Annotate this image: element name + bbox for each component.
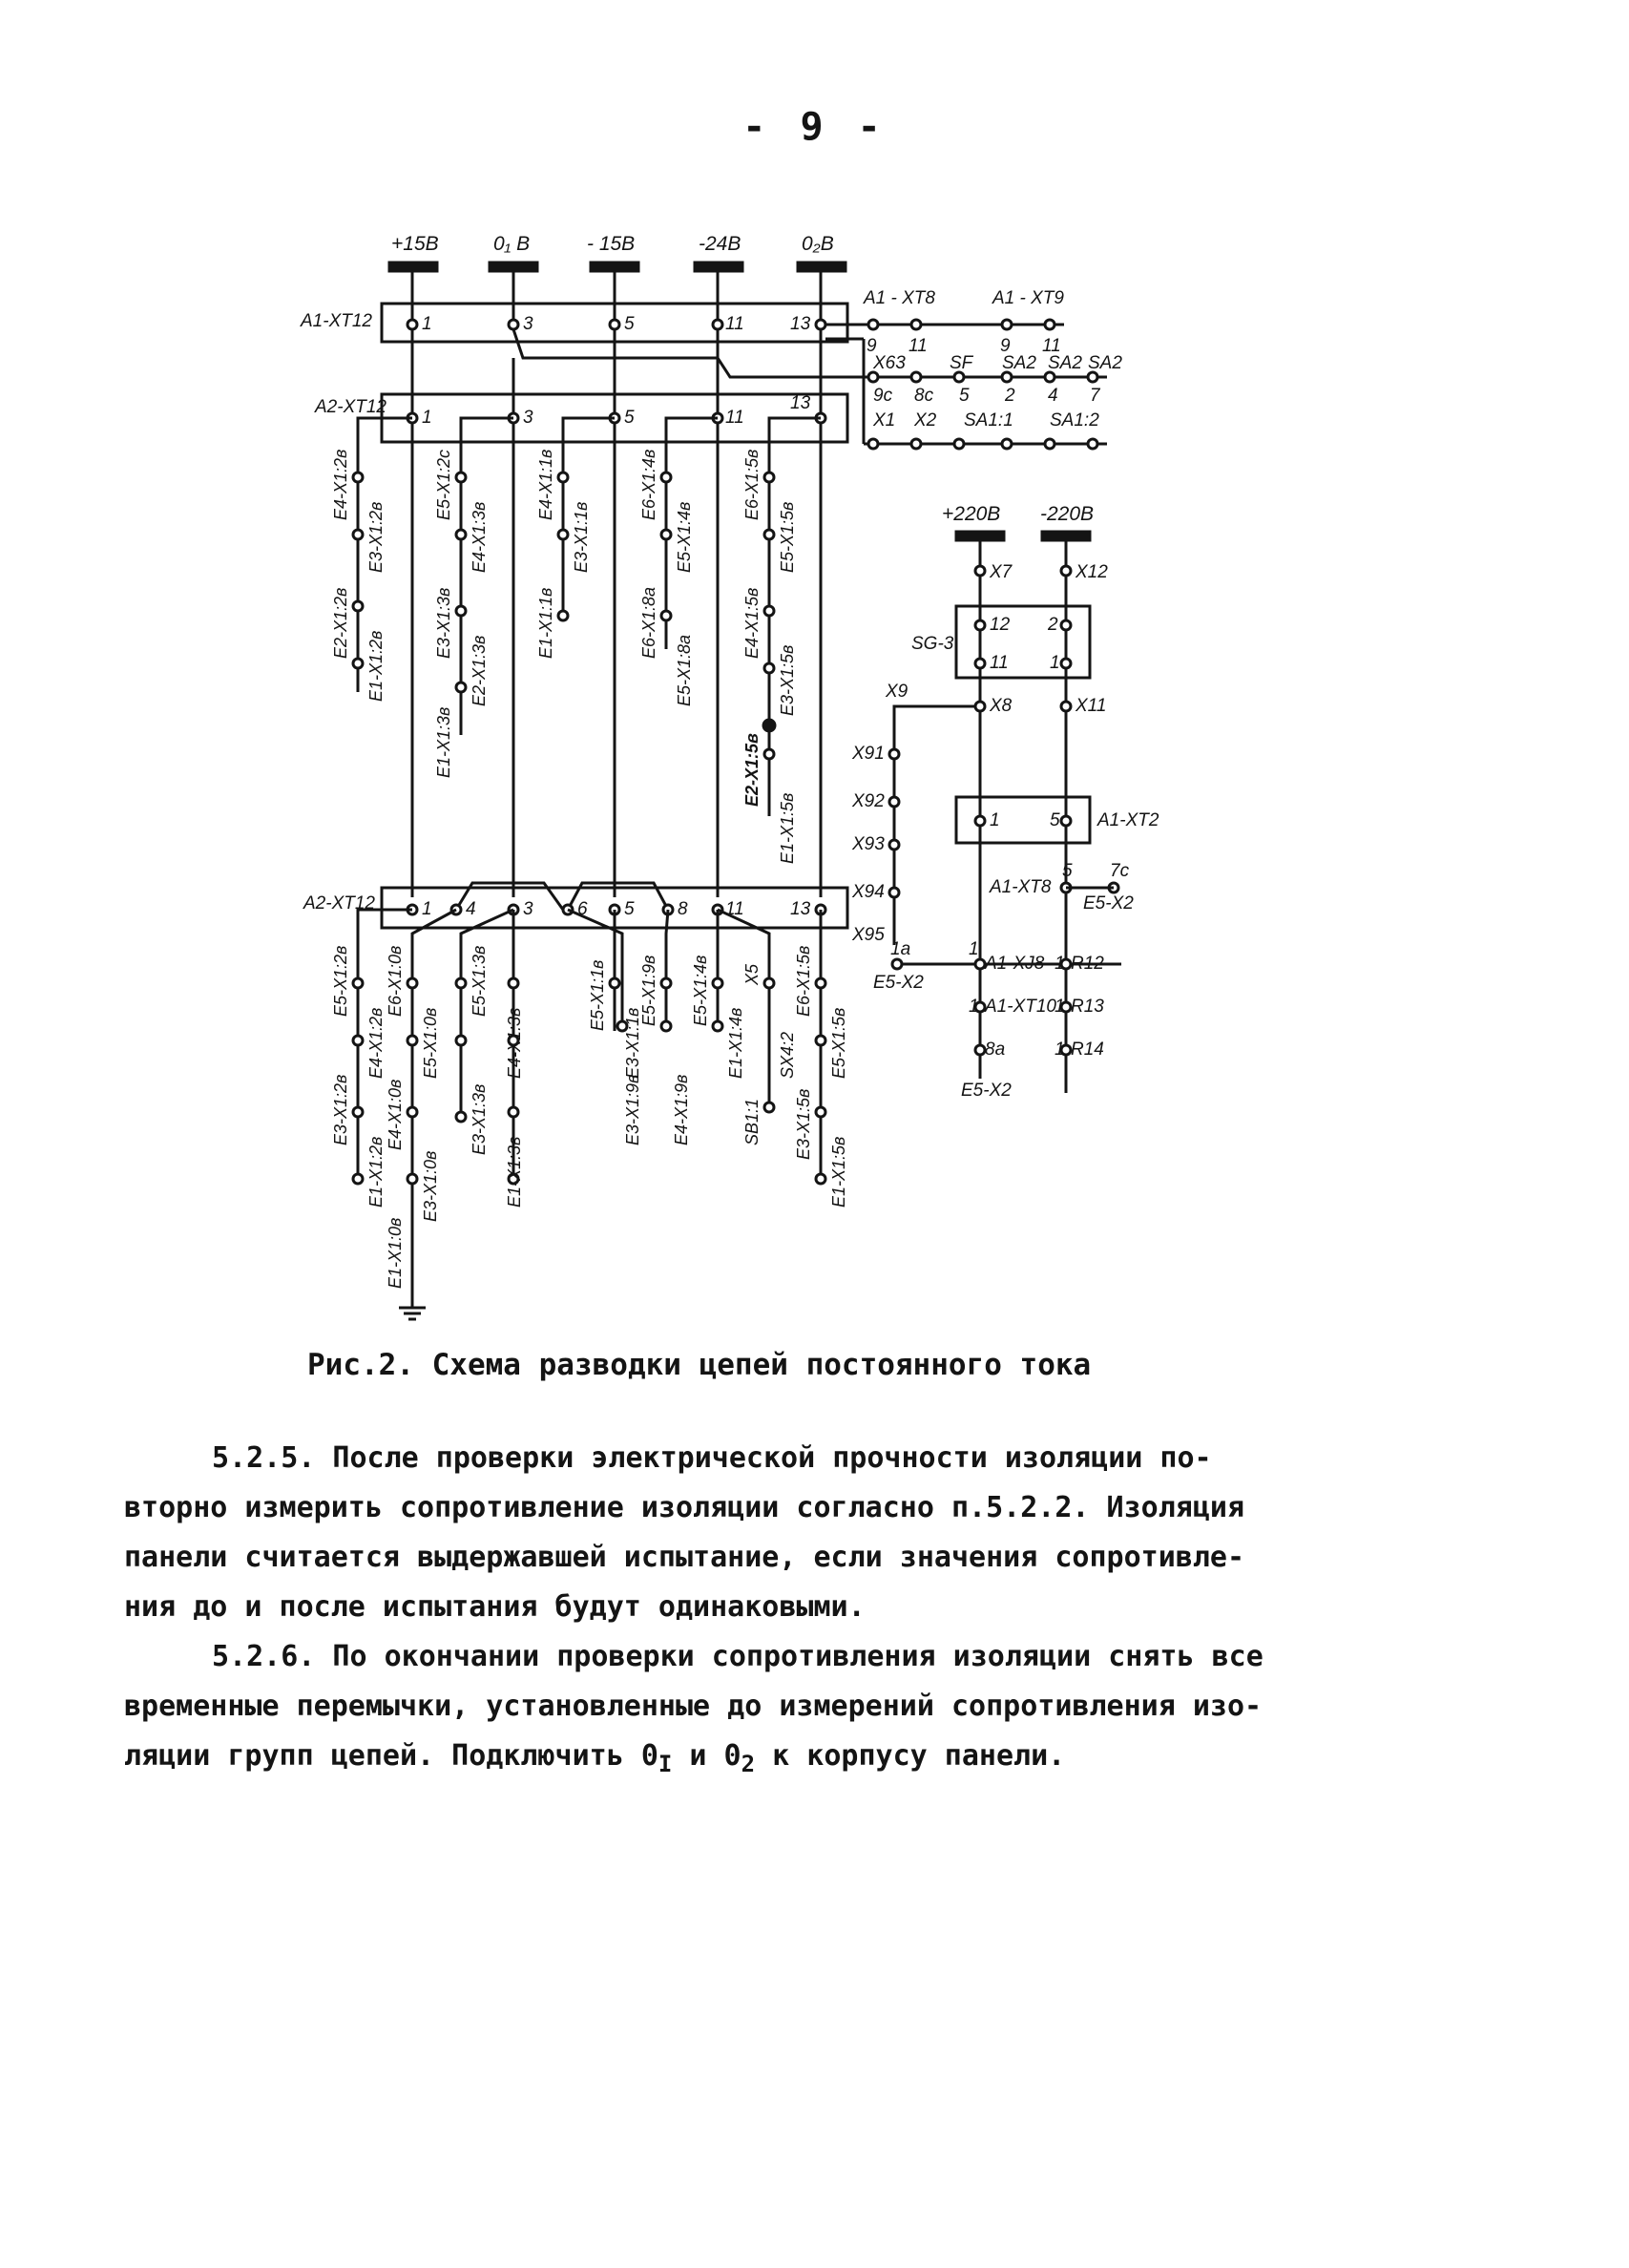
terminal-number: 1 — [422, 899, 432, 919]
terminal-number: 1 — [422, 408, 432, 428]
terminal-number: 8 — [678, 899, 688, 919]
figure-caption: Рис.2. Схема разводки цепей постоянного тока — [307, 1348, 1092, 1382]
terminal-label: Х91 — [852, 744, 885, 764]
subscript-roman-one: I — [658, 1751, 673, 1777]
wire-label: Е3-Х1:3в — [434, 587, 453, 659]
wire-label: Е4-Х1:9в — [672, 1074, 691, 1145]
block-a1-xt12 — [300, 304, 954, 342]
terminal-label: Х1 — [873, 410, 896, 430]
wire-label: Е1-Х1:5в — [778, 792, 797, 864]
terminal-label: Х11 — [1076, 696, 1107, 716]
wire-label: Е6-Х1:8а — [639, 586, 658, 659]
terminal-label: Х7 — [990, 562, 1013, 582]
wire-label: Е1-Х1:2в — [366, 1136, 386, 1208]
terminal-number: 5 — [624, 408, 635, 428]
wire-label: Е1-Х1:4в — [726, 1007, 745, 1079]
wire-label: Е4-Х1:3в — [505, 1007, 524, 1079]
wire-label: Е4-Х1:1в — [536, 449, 555, 520]
wire-label: Е4-Х1:3в — [470, 501, 489, 573]
wire-label: Е1-Х1:1в — [536, 587, 555, 659]
terminal-number: 13 — [790, 314, 811, 334]
terminal-label: 1 — [1055, 997, 1065, 1017]
terminal-label: Х9 — [886, 682, 908, 702]
terminal-label: 11 — [908, 336, 928, 356]
wire-label: Е3-Х1:1в — [623, 1007, 642, 1079]
wire-label: Е4-Х1:0в — [386, 1079, 405, 1150]
bus-label: -24В — [699, 233, 741, 255]
terminal-label: 1а — [890, 939, 911, 959]
wire-label: Е2-Х1:3в — [470, 635, 489, 706]
block-label: А2-ХТ12 — [303, 893, 375, 914]
terminal-label: Х92 — [852, 791, 885, 811]
wire-label: Е5-Х1:4в — [691, 955, 710, 1026]
wire-label: Е6-Х1:5в — [742, 449, 762, 520]
wire-label: Е3-Х1:3в — [470, 1083, 489, 1155]
terminal-label: 5 — [959, 386, 970, 406]
terminal-label: 1 — [1050, 653, 1060, 673]
terminal-label: 12 — [990, 615, 1011, 635]
wire-label: Е1-Х1:3в — [434, 706, 453, 778]
terminal-label: Е5-Х2 — [961, 1081, 1012, 1101]
terminal-number: 11 — [725, 314, 744, 334]
bus-feeders — [412, 271, 873, 897]
terminal-label: А1-ХТ8 — [990, 877, 1052, 897]
bus-label: 0₂В — [802, 233, 834, 255]
terminal-label: 7 — [1090, 386, 1100, 406]
terminal-label: Х12 — [1076, 562, 1108, 582]
terminal-number: 1 — [422, 314, 432, 334]
wire-label: Е3-Х1:2в — [366, 501, 386, 573]
terminal-number: 13 — [790, 393, 811, 413]
bus-label: - 15В — [587, 233, 636, 255]
terminal-label: SA2 — [1048, 353, 1082, 373]
terminal-label: R14 — [1071, 1040, 1104, 1060]
terminal-label: Х93 — [852, 834, 885, 854]
wire-label: Е6-Х1:5в — [794, 945, 813, 1017]
terminal-label: Х63 — [873, 353, 906, 373]
terminal-label: Х95 — [852, 925, 885, 945]
terminal-label: Х8 — [990, 696, 1013, 716]
terminal-label: Е5-Х2 — [1083, 893, 1134, 914]
terminal-label: Х2 — [914, 410, 937, 430]
terminal-number: 5 — [624, 314, 635, 334]
paragraph-line: панели считается выдержавшей испытание, если значения сопротивле- — [124, 1541, 1244, 1574]
terminal-number: 11 — [725, 408, 744, 428]
wire-label: Е5-Х1:9в — [639, 955, 658, 1026]
terminal-label: SA1:1 — [964, 410, 1013, 430]
paragraph-text: и 0 — [672, 1739, 741, 1773]
switch-cluster-labels — [863, 288, 1122, 430]
block-label: А2-ХТ12 — [315, 397, 386, 417]
paragraph-line: 5.2.6. По окончании проверки сопротивления изоляции снять все — [212, 1640, 1264, 1673]
wire-label: Е3-Х1:2в — [331, 1074, 350, 1145]
terminal-label: R13 — [1071, 997, 1104, 1017]
wire-label: Х5 — [742, 963, 762, 985]
terminal-number: 4 — [466, 899, 476, 919]
terminal-label: 9с — [873, 386, 893, 406]
wire-label: Е3-Х1:9в — [623, 1074, 642, 1145]
wire-label: Е5-Х1:4в — [675, 501, 694, 573]
terminal-label: А1 - ХТ9 — [992, 288, 1064, 308]
terminal-label: 11 — [1042, 336, 1061, 356]
terminal-number: 3 — [523, 408, 533, 428]
terminal-label: 5 — [1050, 810, 1060, 830]
terminal-label: 9 — [867, 336, 877, 356]
wire-label: Е5-Х1:5в — [829, 1007, 848, 1079]
terminal-number: 11 — [725, 899, 744, 919]
terminal-label: 9 — [1000, 336, 1011, 356]
wire-label: Е5-Х1:8а — [675, 634, 694, 706]
wire-label: Е4-Х1:5в — [742, 587, 762, 659]
paragraph-text: ляции групп цепей. Подключить 0 — [124, 1739, 658, 1773]
wire-label: Е3-Х1:5в — [778, 644, 797, 716]
wire-label: SВ1:1 — [742, 1098, 762, 1145]
wire-label: Е3-Х1:5в — [794, 1088, 813, 1160]
terminal-label: SA2 — [1088, 353, 1122, 373]
terminal-label: 1 — [1055, 1040, 1065, 1060]
terminal-label: А1-ХТ10 — [985, 997, 1056, 1017]
terminal-number: 13 — [790, 899, 811, 919]
terminal-number: 3 — [523, 314, 533, 334]
wire-label: SХ4:2 — [778, 1031, 797, 1079]
terminal-number: 5 — [624, 899, 635, 919]
terminal-label: SA2 — [1002, 353, 1036, 373]
block-label: А1-ХТ2 — [1097, 810, 1159, 830]
terminal-label: Е5-Х2 — [873, 973, 924, 993]
block-label: А1-ХТ12 — [301, 311, 372, 331]
terminal-label: 2 — [1048, 615, 1058, 635]
terminal-label: А1 - ХТ8 — [864, 288, 935, 308]
wire-label: Е3-Х1:0в — [421, 1150, 440, 1222]
block-a2-xt12-lower — [303, 883, 847, 928]
paragraph-line: 5.2.5. После проверки электрической прочности изоляции по- — [212, 1441, 1212, 1475]
terminal-label: 5 — [1062, 861, 1073, 881]
page-number: - 9 - — [742, 105, 887, 149]
paragraph-line: временные перемычки, установленные до измерений сопротивления изо- — [124, 1690, 1263, 1723]
bus-bars — [389, 233, 846, 271]
terminal-label: 2 — [1005, 386, 1015, 406]
paragraph-line — [124, 1739, 1065, 1777]
wire-label: Е3-Х1:1в — [572, 501, 591, 573]
wire-label: Е6-Х1:0в — [386, 945, 405, 1017]
wire-label: Е1-Х1:5в — [829, 1136, 848, 1208]
terminal-label: R12 — [1071, 954, 1104, 974]
wire-label: Е5-Х1:0в — [421, 1007, 440, 1079]
wire-label: Е1-Х1:0в — [386, 1217, 405, 1289]
terminal-label: SA1:2 — [1050, 410, 1099, 430]
terminal-label: 1 — [969, 939, 979, 959]
bus-label: +15В — [391, 233, 439, 255]
wire-label: Е5-Х1:2в — [331, 945, 350, 1017]
wire-label: Е5-Х1:2с — [434, 449, 453, 520]
terminal-number: 3 — [523, 899, 533, 919]
wire-label: Е2-Х1:2в — [331, 587, 350, 659]
terminal-label: 1 — [990, 810, 1000, 830]
terminal-label: 7с — [1110, 861, 1130, 881]
bus-label: +220В — [942, 503, 1001, 525]
block-label: SG-3 — [911, 634, 954, 654]
paragraph-line: вторно измерить сопротивление изоляции согласно п.5.2.2. Изоляция — [124, 1491, 1244, 1524]
bus-label: 0₁ В — [493, 233, 531, 255]
subscript-two: 2 — [741, 1751, 756, 1777]
terminal-label: 8с — [914, 386, 934, 406]
wire-label: Е5-Х1:1в — [588, 959, 607, 1031]
wire-label: Е1-Х1:3в — [505, 1136, 524, 1208]
terminal-number: 6 — [577, 899, 588, 919]
paragraph-line: ния до и после испытания будут одинаковыми. — [124, 1590, 866, 1624]
terminal-label: SF — [950, 353, 973, 373]
wire-label: Е4-Х1:2в — [366, 1007, 386, 1079]
wire-label: Е5-Х1:3в — [470, 945, 489, 1017]
wire-label: Е2-Х1:5в — [742, 733, 762, 807]
terminal-label: 1 — [1055, 954, 1065, 974]
terminal-label: 8а — [985, 1040, 1006, 1060]
wire-label: Е1-Х1:2в — [366, 630, 386, 702]
terminal-label: А1-ХJ8 — [985, 954, 1045, 974]
terminal-label: Х94 — [852, 882, 885, 902]
paragraph-text: к корпусу панели. — [755, 1739, 1066, 1773]
wire-label: Е4-Х1:2в — [331, 449, 350, 520]
bus-label: -220В — [1040, 503, 1095, 525]
terminal-label: 1 — [969, 997, 979, 1017]
wire-label: Е5-Х1:5в — [778, 501, 797, 573]
wire-label: Е6-Х1:4в — [639, 449, 658, 520]
terminal-label: 11 — [990, 653, 1009, 673]
terminal-label: 4 — [1048, 386, 1058, 406]
